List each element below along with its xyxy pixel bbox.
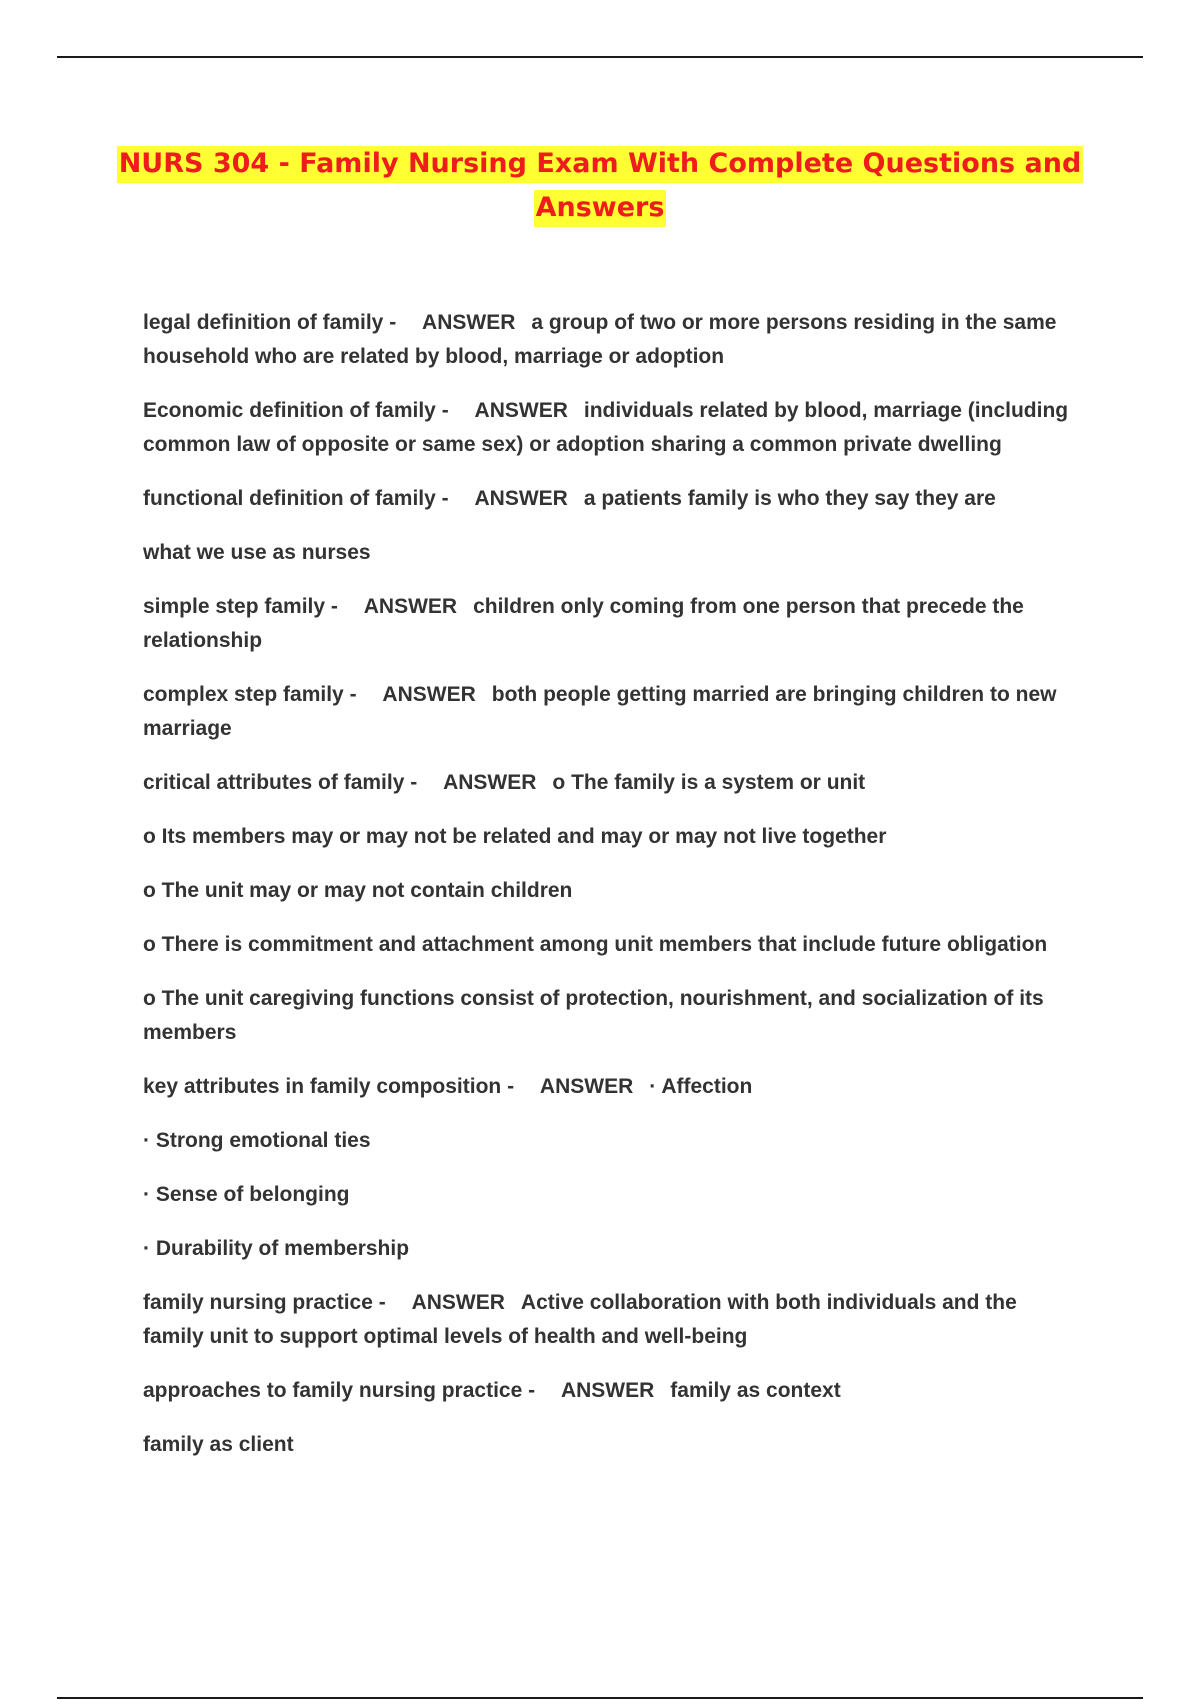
- entry-term: legal definition of family -: [143, 311, 402, 334]
- entry-term: family nursing practice -: [143, 1291, 392, 1314]
- qa-entry: [143, 678, 1083, 746]
- entry-term: approaches to family nursing practice -: [143, 1379, 541, 1402]
- qa-entry: [143, 590, 1083, 658]
- entry-term: Economic definition of family -: [143, 399, 455, 422]
- text-line: · Sense of belonging: [143, 1183, 350, 1206]
- text-line: o The unit may or may not contain children: [143, 879, 573, 902]
- header-rule: [57, 56, 1143, 58]
- entry-answer: children only coming from one person that precede the relationship: [143, 595, 1024, 652]
- entry-term: complex step family -: [143, 683, 362, 706]
- document-body: [143, 306, 1083, 1482]
- entry-answer: individuals related by blood, marriage (including common law of opposite or same sex) or adoption sharing a common private dwelling: [143, 399, 1069, 456]
- entry-answer: a group of two or more persons residing in the same household who are related by blood, marriage or adoption: [143, 311, 1057, 368]
- entry-term: simple step family -: [143, 595, 344, 618]
- answer-label: ANSWER: [422, 311, 516, 334]
- text-line: · Strong emotional ties: [143, 1129, 371, 1152]
- answer-label: ANSWER: [382, 683, 476, 706]
- qa-entry: [143, 394, 1083, 462]
- entry-term: functional definition of family -: [143, 487, 455, 510]
- answer-label: ANSWER: [474, 399, 568, 422]
- footer-rule: [57, 1697, 1143, 1699]
- document-title: [100, 142, 1100, 230]
- qa-entry: [143, 766, 1083, 800]
- entry-answer: family as context: [670, 1379, 841, 1402]
- entry-answer: · Affection: [649, 1075, 753, 1098]
- entry-answer: a patients family is who they say they are: [583, 487, 996, 510]
- text-line: what we use as nurses: [143, 541, 371, 564]
- text-line: · Durability of membership: [143, 1237, 410, 1260]
- text-line: o Its members may or may not be related and may or may not live together: [143, 825, 887, 848]
- entry-term: critical attributes of family -: [143, 771, 423, 794]
- text-line: o There is commitment and attachment among unit members that include future obligation: [143, 933, 1048, 956]
- entry-answer: Active collaboration with both individuals and the family unit to support optimal levels of health and well-being: [143, 1291, 1017, 1348]
- answer-label: ANSWER: [560, 1379, 655, 1402]
- text-line: family as client: [143, 1433, 294, 1456]
- text-line: o The unit caregiving functions consist of protection, nourishment, and socialization of its members: [143, 987, 1044, 1044]
- qa-entry: [143, 1374, 1083, 1408]
- answer-label: ANSWER: [474, 487, 568, 510]
- answer-label: ANSWER: [443, 771, 537, 794]
- entry-answer: o The family is a system or unit: [552, 771, 866, 794]
- qa-entry: [143, 482, 1083, 516]
- qa-entry: [143, 1070, 1083, 1104]
- answer-label: ANSWER: [411, 1291, 505, 1314]
- answer-label: ANSWER: [363, 595, 458, 618]
- qa-entry: [143, 306, 1083, 374]
- document-title-text: NURS 304 - Family Nursing Exam With Complete Questions and Answers: [117, 146, 1084, 227]
- qa-entry: [143, 1286, 1083, 1354]
- entry-term: key attributes in family composition -: [143, 1075, 520, 1098]
- answer-label: ANSWER: [539, 1075, 634, 1098]
- entry-answer: both people getting married are bringing children to new marriage: [143, 683, 1057, 740]
